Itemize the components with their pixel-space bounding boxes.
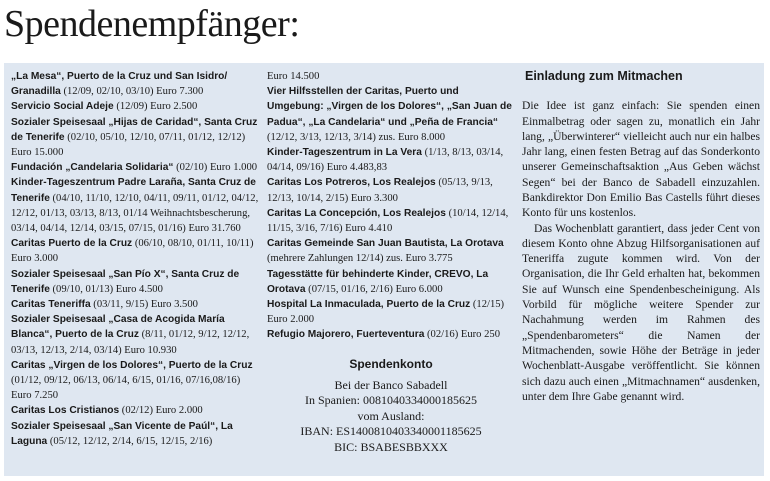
domestic-account: In Spanien: 0081040334000185625 [305, 393, 477, 408]
invitation-paragraph: Die Idee ist ganz einfach: Sie spenden einen Einmalbetrag oder sagen zu, monatlich ein Jahr lang, „Überwinterer“ vielleicht auch nur ein halbes Jahr lang, einen festen Betrag auf das Sonderkonto unserer Gemeinschaftsaktion „Aus Geben wächst Segen“ bei der Banco de Sabadell einzuzahlen. Bankdirektor Don Emilio Bas Castells führt dieses Konto für uns kostenlos. [522, 99, 760, 220]
recipient-entry: „La Mesa“, Puerto de la Cruz und San Isidro/ Granadilla (12/09, 02/10, 03/10) Euro 7.300 [11, 71, 228, 98]
recipient-entry: Hospital La Inmaculada, Puerto de la Cruz (12/15) Euro 2.000 [267, 299, 505, 326]
recipient-continuation: Euro 14.500 [267, 71, 320, 82]
recipient-entry: Sozialer Speisesaal „San Vicente de Paúl“, La Laguna (05/12, 12/12, 2/14, 6/15, 12/15, 2/16) [11, 420, 233, 447]
recipient-entry: Caritas Los Potreros, Los Realejos (05/13, 9/13, 12/13, 10/14, 2/15) Euro 3.300 [267, 177, 493, 204]
recipient-entry: Fundación „Candelaria Solidaria“ (02/10) Euro 1.000 [11, 162, 258, 174]
recipient-entry: Caritas Teneriffa (03/11, 9/15) Euro 3.500 [11, 299, 198, 311]
invitation-column [522, 69, 760, 404]
recipients-column-2 [267, 69, 515, 455]
bank-name: Bei der Banco Sabadell [334, 377, 448, 392]
recipient-entry: Caritas „Virgen de los Dolores“, Puerto de la Cruz (01/12, 09/12, 06/13, 06/14, 6/15, 01/16, 07/16,08/16) Euro 7.250 [11, 359, 253, 402]
recipient-entry: Sozialer Speisesaal „Casa de Acogida María Blanca“, Puerto de la Cruz (8/11, 01/12, 9/12, 12/12, 03/13, 12/13, 2/14, 03/14) Euro 10.930 [11, 314, 250, 356]
abroad-label: vom Ausland: [357, 408, 425, 423]
recipient-entry: Kinder-Tageszentrum Padre Laraña, Santa Cruz de Tenerife (04/10, 11/10, 12/10, 04/11, 09/11, 01/12, 04/12, 12/12, 01/13, 03/13, 8/13, 01/14 Weihnachtsbescherung, 03/14, 04/14, 12/14, 03/15, 07/15, 01/16) Euro 31.760 [11, 177, 259, 235]
recipient-entry: Servicio Social Adeje (12/09) Euro 2.500 [11, 101, 198, 113]
recipient-entry: Tagesstätte für behinderte Kinder, CREVO, La Orotava (07/15, 01/16, 2/16) Euro 6.000 [267, 268, 489, 295]
iban: IBAN: ES1400810403340001185625 [300, 424, 482, 439]
recipient-entry: Refugio Majorero, Fuerteventura (02/16) Euro 250 [267, 329, 500, 341]
recipient-entry: Sozialer Speisesaal „Hijas de Caridad“, Santa Cruz de Tenerife (02/10, 05/10, 12/10, 07/11, 01/12, 12/12) Euro 15.000 [11, 116, 258, 159]
recipient-entry: Vier Hilfsstellen der Caritas, Puerto und Umgebung: „Virgen de los Dolores“, „San Juan de Padua“, „La Candelaria“ und „Peña de Francia“ (12/12, 3/13, 12/13, 3/14) zus. Euro 8.000 [267, 86, 512, 143]
recipient-entry: Caritas Puerto de la Cruz (06/10, 08/10, 01/11, 10/11) Euro 3.000 [11, 238, 254, 265]
recipient-entry: Kinder-Tageszentrum in La Vera (1/13, 8/13, 03/14, 04/14, 09/16) Euro 4.483,83 [267, 147, 504, 174]
recipients-column-1 [11, 69, 261, 449]
spendenkonto-title: Spendenkonto [349, 356, 433, 371]
page-title: Spendenempfänger: [4, 3, 300, 45]
recipient-entry: Sozialer Speisesaal „San Pío X“, Santa Cruz de Tenerife (09/10, 01/13) Euro 4.500 [11, 268, 240, 295]
invitation-paragraph: Das Wochenblatt garantiert, dass jeder Cent von diesem Konto ohne Abzug Hilfsorganisationen auf Teneriffa zugute kommen wird. Von der Organisation, die Ihr Geld erhalten hat, bekommen Sie auf Wunsch eine Spendenbescheinigung. Als Vorbild für mögliche weitere Spender zur Nachahmung werden im Rahmen des „Spendenbarometers“ die Namen der Mitmachenden, sowie Höhe der Beträge in jeder Wochenblatt-Ausgabe veröffentlicht. Sie können sich dazu auch einen „Mitmachnamen“ ausdenken, unter dem Ihre Gabe genannt wird. [522, 221, 760, 403]
donation-box [4, 63, 764, 476]
recipient-entry: Caritas La Concepción, Los Realejos (10/14, 12/14, 11/15, 3/16, 7/16) Euro 4.410 [267, 207, 509, 235]
recipient-entry: Caritas Los Cristianos (02/12) Euro 2.000 [11, 405, 203, 417]
bic: BIC: BSABESBBXXX [334, 439, 448, 454]
invitation-title: Einladung zum Mitmachen [525, 69, 683, 83]
recipient-entry: Caritas Gemeinde San Juan Bautista, La Orotava (mehrere Zahlungen 12/14) zus. Euro 3.775 [267, 238, 504, 265]
